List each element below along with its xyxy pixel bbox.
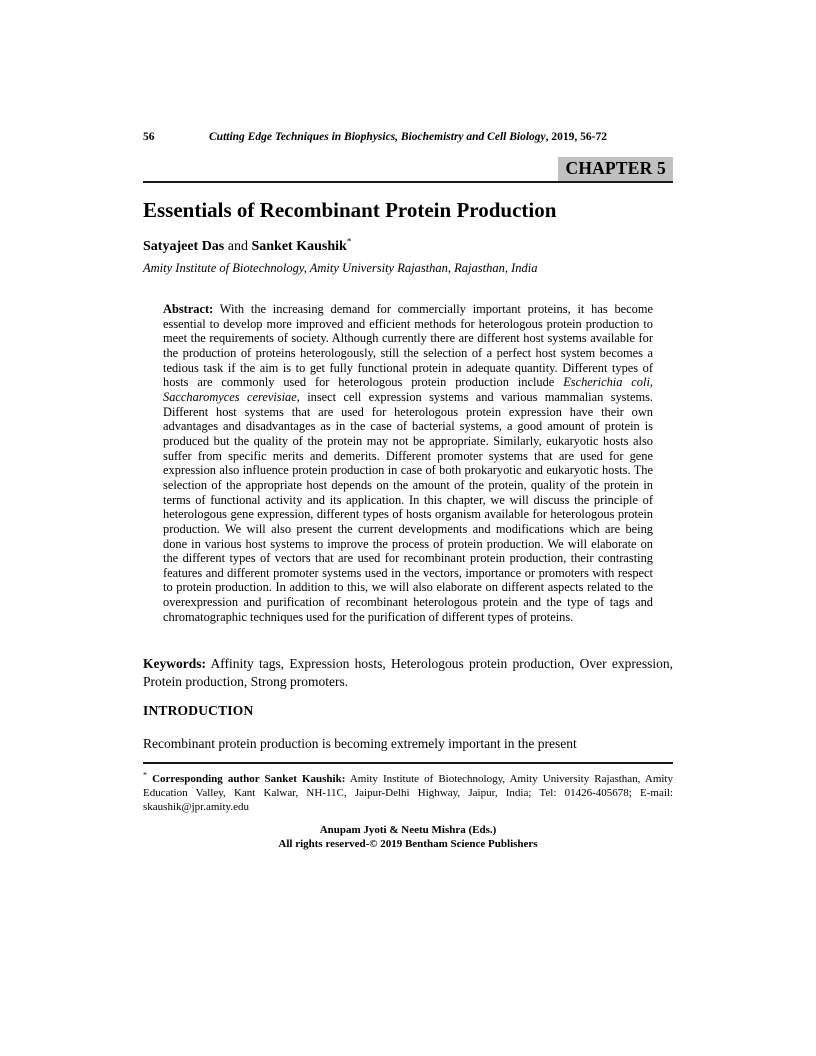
keywords-paragraph [143,655,673,690]
footer-editors: Anupam Jyoti & Neetu Mishra (Eds.) [319,824,497,837]
article-title: Essentials of Recombinant Protein Production [143,197,557,222]
footnote-text: Amity Institute of Biotechnology, Amity University Rajasthan, Amity Education Valley, Kant Kalwar, NH-11C, Jaipur-Delhi Highway, Jaipur, India; Tel: 01426-405678; E-mail: skaushik@jpr.amity.edu [143,773,673,814]
footer-rights: All rights reserved-© 2019 Bentham Science Publishers [278,838,538,851]
author-line [143,236,673,255]
running-title [209,131,607,143]
running-title-text: Cutting Edge Techniques in Biophysics, Biochemistry and Cell Biology [209,131,546,143]
page-footer [143,823,673,851]
author-connector: and [224,239,252,255]
keywords-label: Keywords: [143,656,206,672]
abstract-text-1: With the increasing demand for commercially important proteins, it has become essential to develop more improved and efficient methods for heterologous protein production to meet the requirements of society. Although currently there are different host systems available for the production of proteins heterologously, still the selection of a perfect host system becomes a tedious task if the aim is to get fully functional protein in adequate quantity. Different types of hosts are commonly used for heterologous protein production include [163,302,653,390]
running-head [143,131,673,146]
chapter-rule [143,157,673,183]
footnote-mark: * [143,770,147,780]
corresponding-author-mark: * [346,236,352,247]
introduction-heading: INTRODUCTION [143,703,254,719]
page-number: 56 [143,131,155,143]
abstract-paragraph [163,302,653,624]
abstract-species-italic: Escherichia coli, Saccharomyces cerevisiae, [163,375,653,404]
introduction-first-line: Recombinant protein production is becoming extremely important in the present [143,736,577,752]
affiliation: Amity Institute of Biotechnology, Amity University Rajasthan, Rajasthan, India [143,261,538,276]
chapter-badge: CHAPTER 5 [558,157,674,181]
author-2: Sanket Kaushik [251,239,347,255]
abstract-label: Abstract: [163,302,214,317]
keywords-text: Affinity tags, Expression hosts, Heterologous protein production, Over expression, Protein production, Strong promoters. [143,656,673,689]
footnote-label: Corresponding author Sanket Kaushik: [147,773,346,786]
page-content [143,131,673,851]
running-title-suffix: , 2019, 56-72 [545,131,607,143]
abstract-text-2: insect cell expression systems and various mammalian systems. Different host systems that are used for heterologous protein expression have their own advantages and disadvantages as in the case of bacterial systems, a good amount of protein is produced but the quality of the protein may not be appropriate. Similarly, eukaryotic hosts also suffer from specific merits and demerits. Different promoter systems that are used for gene expression also influence protein production in case of both prokaryotic and eukaryotic hosts. The selection of the appropriate host depends on the amount of the protein, quality of the protein in terms of functional activity and its application. In this chapter, we will discuss the principle of heterologous gene expression, different types of hosts organism available for heterologous protein production. We will also present the current developments and modifications which are being done in various host systems to improve the process of protein production. We will elaborate on the different types of vectors that are used for recombinant protein production, their contrasting features and different promoter systems used in the vectors, importance or promoters with respect to protein production. In addition to this, we will also elaborate on different aspects related to the overexpression and purification of recombinant heterologous protein and the type of tags and chromatographic techniques used for the purification of different types of proteins. [163,389,653,624]
author-1: Satyajeet Das [143,239,225,255]
corresponding-author-footnote [143,762,673,814]
